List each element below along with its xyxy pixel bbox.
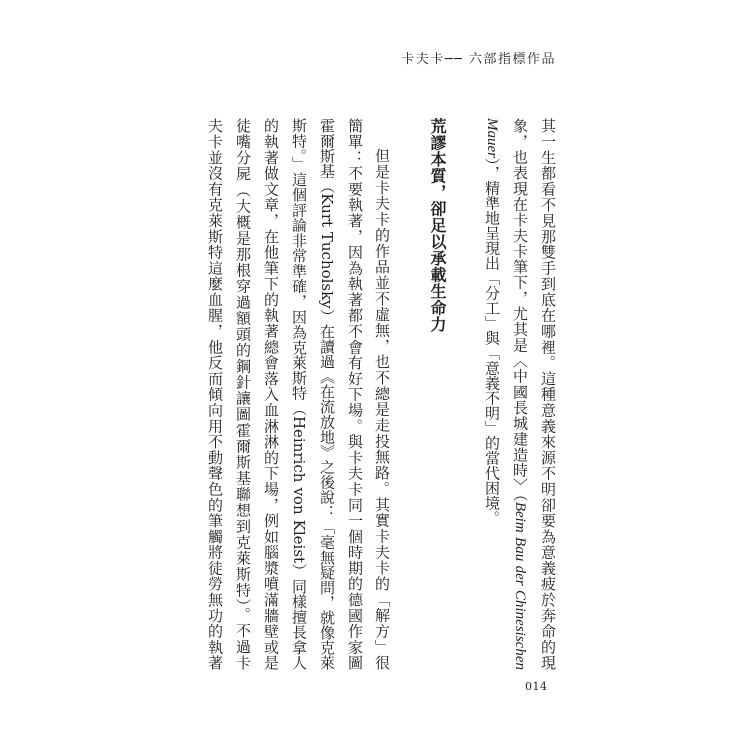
text-run: 其一生都看不見那雙手到底在哪裡。這種意義來源不明卻要為意義疲於奔命的現 [539, 118, 557, 670]
text-column [480, 118, 504, 670]
italic-title-run: Beim Bau der Chinesischen [512, 501, 528, 671]
text-column [508, 118, 532, 670]
page-number: 014 [525, 680, 548, 693]
text-column: 簡單：不要執著，因為執著都不會有好下場。與卡夫卡同一個時期的德國作家圖 [346, 118, 364, 670]
text-column: 霍爾斯基（Kurt Tucholsky）在讀過《在流放地》之後說：「毫無疑問，就像克萊 [318, 118, 336, 670]
text-column: 但是卡夫卡的作品並不虛無，也不總是走投無路。其實卡夫卡的「解方」很 [373, 148, 391, 670]
text-column: 徒嘴分屍（大概是那根穿過額頭的鋼針讓圖霍爾斯基聯想到克萊斯特）。不過卡 [234, 118, 252, 670]
text-column: 夫卡並沒有克萊斯特這麼血腥，他反而傾向用不動聲色的筆觸將徒勞無功的執著 [206, 118, 224, 670]
text-column: 斯特。」這個評論非常準確，因為克萊斯特（Heinrich von Kleist）同樣擅長拿人 [290, 118, 308, 670]
text-column: 的執著做文章，在他筆下的執著總會落入血淋淋的下場，例如腦漿噴滿牆壁或是 [262, 118, 280, 670]
italic-title-run: Mauer [484, 118, 500, 158]
running-head-title: 卡夫卡── 六部指標作品 [401, 52, 556, 67]
section-heading: 荒謬本質，卻足以承載生命力 [428, 118, 447, 333]
text-column [536, 118, 560, 670]
text-run: ），精準地呈現出「分工」與「意義不明」的當代困境。 [483, 158, 501, 526]
text-run: 象，也表現在卡夫卡筆下，尤其是〈中國長城建造時〉（ [511, 118, 529, 502]
